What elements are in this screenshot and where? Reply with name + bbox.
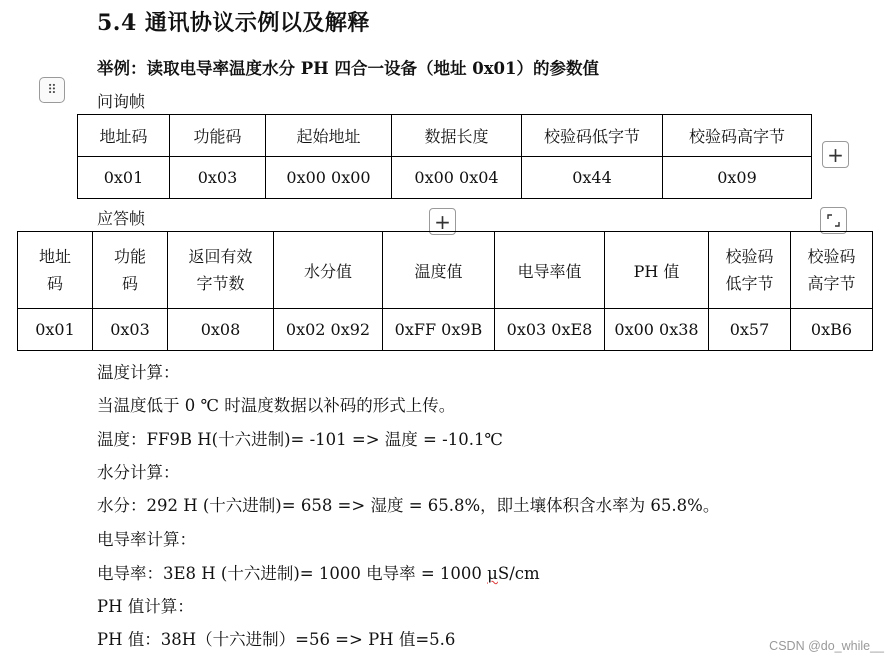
table-cell: 返回有效 字节数: [168, 232, 274, 309]
table-cell: 校验码 高字节: [791, 232, 873, 309]
table-cell: 0x00 0x00: [266, 157, 392, 199]
table-cell: 0x03 0xE8: [495, 309, 605, 351]
table-cell: 水分值: [274, 232, 383, 309]
table-cell: 0x00 0x38: [605, 309, 709, 351]
table-header-row: [78, 115, 812, 157]
spellcheck-flagged-unit: μ: [487, 564, 498, 583]
ph-formula: PH 值：38H（十六进制）=56 => PH 值=5.6: [97, 630, 456, 649]
example-title: 举例：读取电导率温度水分 PH 四合一设备（地址 0x01）的参数值: [97, 59, 600, 78]
table-row: [18, 309, 873, 351]
table-cell: 电导率值: [495, 232, 605, 309]
conductivity-calc-title: 电导率计算：: [97, 530, 196, 549]
moisture-formula: 水分：292 H (十六进制)= 658 => 湿度 = 65.8%，即土壤体积含水率为 65.8%。: [97, 496, 720, 515]
table-cell: 0x08: [168, 309, 274, 351]
plus-icon: +: [827, 142, 844, 167]
table-cell: 校验码低字节: [522, 115, 663, 157]
table-cell: 0x00 0x04: [392, 157, 522, 199]
add-column-button[interactable]: [822, 141, 849, 168]
table-cell: 温度值: [383, 232, 495, 309]
request-frame-label: 问询帧: [97, 92, 146, 111]
ph-calc-title: PH 值计算：: [97, 597, 194, 616]
table-cell: 0x01: [18, 309, 93, 351]
table-cell: 0x09: [663, 157, 812, 199]
table-cell: 地址码: [78, 115, 170, 157]
moisture-calc-title: 水分计算：: [97, 463, 180, 482]
conductivity-formula: 电导率：3E8 H (十六进制)= 1000 电导率 = 1000 μS/cm: [97, 564, 540, 583]
table-cell: 数据长度: [392, 115, 522, 157]
plus-icon: +: [434, 209, 451, 234]
table-cell: 0x57: [709, 309, 791, 351]
table-cell: 校验码 低字节: [709, 232, 791, 309]
temperature-calc-title: 温度计算：: [97, 363, 180, 382]
table-cell: 功能码: [170, 115, 266, 157]
table-cell: 0xFF 0x9B: [383, 309, 495, 351]
temperature-formula: 温度：FF9B H(十六进制)= -101 => 温度 = -10.1℃: [97, 430, 503, 449]
temperature-note: 当温度低于 0 ℃ 时温度数据以补码的形式上传。: [97, 396, 456, 415]
csdn-watermark: CSDN @do_while__: [769, 639, 884, 653]
section-heading: 5.4 通讯协议示例以及解释: [97, 10, 370, 36]
table-row: [78, 157, 812, 199]
table-cell: 0xB6: [791, 309, 873, 351]
response-frame-table: [17, 231, 873, 351]
table-cell: 0x03: [93, 309, 168, 351]
response-frame-label: 应答帧: [97, 209, 146, 228]
table-cell: 0x01: [78, 157, 170, 199]
table-cell: 地址 码: [18, 232, 93, 309]
table-cell: 0x03: [170, 157, 266, 199]
drag-handle-icon[interactable]: ⠿: [39, 77, 65, 103]
resize-icon: [827, 214, 840, 227]
table-header-row: [18, 232, 873, 309]
table-cell: 校验码高字节: [663, 115, 812, 157]
table-cell: PH 值: [605, 232, 709, 309]
request-frame-table: [77, 114, 812, 199]
table-cell: 功能 码: [93, 232, 168, 309]
table-cell: 0x44: [522, 157, 663, 199]
table-cell: 0x02 0x92: [274, 309, 383, 351]
resize-table-button[interactable]: [820, 207, 847, 234]
table-cell: 起始地址: [266, 115, 392, 157]
